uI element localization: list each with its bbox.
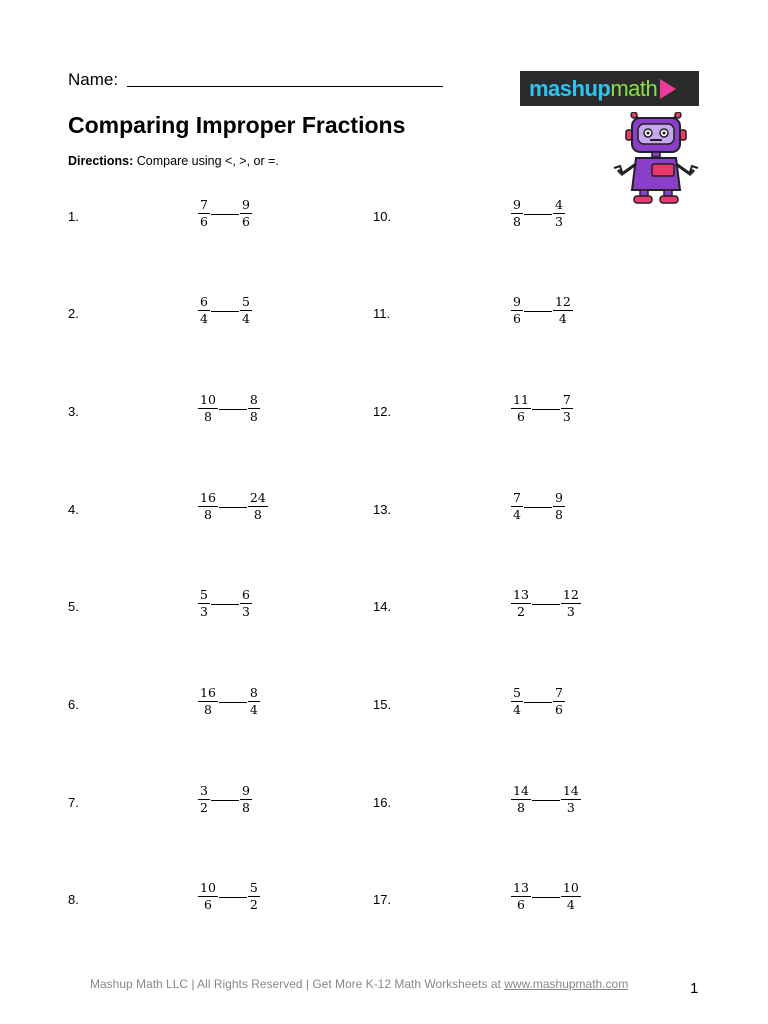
numerator: 3 bbox=[200, 783, 208, 798]
numerator: 9 bbox=[513, 197, 521, 212]
logo-math-text: math bbox=[610, 75, 658, 101]
comparison-expression bbox=[198, 783, 252, 816]
numerator: 14 bbox=[513, 783, 529, 798]
fraction-left bbox=[511, 587, 531, 620]
denominator: 3 bbox=[554, 214, 563, 229]
numerator: 9 bbox=[241, 197, 250, 212]
problem-number: 8. bbox=[68, 892, 79, 907]
numerator: 11 bbox=[513, 392, 529, 407]
fraction-left bbox=[198, 197, 210, 230]
problem-item bbox=[373, 294, 673, 350]
fraction-right bbox=[240, 587, 252, 620]
fraction-right bbox=[240, 783, 252, 816]
fraction-left bbox=[511, 197, 523, 230]
fraction-right bbox=[248, 490, 268, 523]
problem-number: 1. bbox=[68, 209, 79, 224]
answer-blank[interactable] bbox=[532, 604, 560, 605]
problem-number: 15. bbox=[373, 697, 392, 712]
numerator: 5 bbox=[241, 294, 250, 309]
answer-blank[interactable] bbox=[211, 214, 239, 215]
numerator: 6 bbox=[200, 294, 208, 309]
footer-link[interactable]: www.mashupmath.com bbox=[504, 977, 629, 991]
problem-item bbox=[373, 392, 673, 448]
fraction-right bbox=[553, 197, 565, 230]
comparison-expression bbox=[198, 392, 260, 425]
answer-blank[interactable] bbox=[532, 897, 560, 898]
problem-number: 11. bbox=[373, 306, 391, 321]
problem-item bbox=[373, 880, 673, 936]
problem-item bbox=[373, 197, 673, 253]
denominator: 3 bbox=[566, 604, 575, 619]
problem-number: 10. bbox=[373, 209, 392, 224]
problem-number: 5. bbox=[68, 599, 79, 614]
denominator: 4 bbox=[241, 311, 250, 326]
denominator: 8 bbox=[241, 800, 250, 815]
denominator: 4 bbox=[200, 311, 208, 326]
answer-blank[interactable] bbox=[211, 800, 239, 801]
name-label: Name: bbox=[68, 70, 119, 89]
denominator: 8 bbox=[554, 507, 563, 522]
problem-number: 6. bbox=[68, 697, 79, 712]
comparison-expression bbox=[198, 197, 252, 230]
problem-item bbox=[68, 294, 368, 350]
problem-number: 3. bbox=[68, 404, 79, 419]
numerator: 10 bbox=[562, 880, 579, 895]
fraction-left bbox=[198, 294, 210, 327]
fraction-left bbox=[198, 490, 218, 523]
answer-blank[interactable] bbox=[524, 311, 552, 312]
numerator: 12 bbox=[562, 587, 579, 602]
numerator: 10 bbox=[200, 392, 216, 407]
answer-blank[interactable] bbox=[532, 409, 560, 410]
denominator: 8 bbox=[203, 409, 212, 424]
denominator: 2 bbox=[200, 800, 208, 815]
comparison-expression bbox=[198, 587, 252, 620]
denominator: 6 bbox=[513, 311, 521, 326]
denominator: 8 bbox=[249, 409, 258, 424]
numerator: 9 bbox=[241, 783, 250, 798]
problem-item bbox=[68, 392, 368, 448]
directions-label: Directions: bbox=[68, 154, 134, 168]
problem-number: 14. bbox=[373, 599, 392, 614]
page-number: 1 bbox=[690, 980, 699, 997]
numerator: 7 bbox=[562, 392, 571, 407]
denominator: 4 bbox=[513, 702, 521, 717]
denominator: 8 bbox=[516, 800, 525, 815]
fraction-left bbox=[198, 392, 218, 425]
comparison-expression bbox=[198, 294, 252, 327]
directions-text: Compare using <, >, or =. bbox=[136, 154, 279, 168]
robot-icon bbox=[612, 112, 700, 204]
comparison-expression bbox=[198, 685, 260, 718]
fraction-left bbox=[511, 490, 523, 523]
problem-item bbox=[68, 685, 368, 741]
denominator: 6 bbox=[516, 409, 525, 424]
numerator: 13 bbox=[513, 880, 529, 895]
logo-mash-text: mashup bbox=[529, 75, 611, 101]
numerator: 4 bbox=[554, 197, 563, 212]
problem-item bbox=[68, 197, 368, 253]
numerator: 7 bbox=[513, 490, 521, 505]
fraction-right bbox=[248, 880, 260, 913]
problem-number: 4. bbox=[68, 502, 79, 517]
directions bbox=[68, 154, 279, 168]
numerator: 16 bbox=[200, 490, 216, 505]
fraction-right bbox=[553, 685, 565, 718]
problem-item bbox=[373, 587, 673, 643]
denominator: 6 bbox=[203, 897, 212, 912]
denominator: 8 bbox=[253, 507, 262, 522]
denominator: 3 bbox=[200, 604, 208, 619]
answer-blank[interactable] bbox=[524, 214, 552, 215]
problem-number: 12. bbox=[373, 404, 392, 419]
fraction-left bbox=[511, 294, 523, 327]
problem-item bbox=[373, 685, 673, 741]
fraction-left bbox=[198, 587, 210, 620]
numerator: 5 bbox=[513, 685, 521, 700]
problem-number: 2. bbox=[68, 306, 79, 321]
numerator: 7 bbox=[200, 197, 208, 212]
denominator: 8 bbox=[513, 214, 521, 229]
fraction-right bbox=[240, 294, 252, 327]
denominator: 6 bbox=[554, 702, 563, 717]
fraction-left bbox=[511, 685, 523, 718]
answer-blank[interactable] bbox=[219, 702, 247, 703]
fraction-right bbox=[553, 490, 565, 523]
denominator: 2 bbox=[249, 897, 258, 912]
answer-blank[interactable] bbox=[219, 409, 247, 410]
fraction-left bbox=[198, 685, 218, 718]
fraction-right bbox=[240, 197, 252, 230]
name-field-line[interactable] bbox=[127, 72, 443, 87]
numerator: 13 bbox=[513, 587, 529, 602]
numerator: 16 bbox=[200, 685, 216, 700]
problem-number: 7. bbox=[68, 795, 79, 810]
comparison-expression bbox=[511, 685, 565, 718]
numerator: 9 bbox=[554, 490, 563, 505]
denominator: 4 bbox=[513, 507, 521, 522]
fraction-right bbox=[561, 783, 581, 816]
mashupmath-logo bbox=[520, 71, 699, 106]
fraction-right bbox=[561, 392, 573, 425]
denominator: 2 bbox=[516, 604, 525, 619]
numerator: 8 bbox=[249, 392, 258, 407]
numerator: 6 bbox=[241, 587, 250, 602]
problem-number: 13. bbox=[373, 502, 392, 517]
comparison-expression bbox=[511, 197, 565, 230]
numerator: 12 bbox=[554, 294, 571, 309]
answer-blank[interactable] bbox=[219, 507, 247, 508]
answer-blank[interactable] bbox=[211, 311, 239, 312]
comparison-expression bbox=[511, 587, 581, 620]
problem-item bbox=[68, 783, 368, 839]
denominator: 6 bbox=[241, 214, 250, 229]
answer-blank[interactable] bbox=[219, 897, 247, 898]
numerator: 7 bbox=[554, 685, 563, 700]
answer-blank[interactable] bbox=[524, 507, 552, 508]
problem-item bbox=[373, 783, 673, 839]
problem-number: 16. bbox=[373, 795, 392, 810]
problem-item bbox=[68, 880, 368, 936]
problem-item bbox=[373, 490, 673, 546]
fraction-right bbox=[248, 685, 260, 718]
answer-blank[interactable] bbox=[524, 702, 552, 703]
denominator: 4 bbox=[249, 702, 258, 717]
numerator: 5 bbox=[249, 880, 258, 895]
fraction-left bbox=[511, 880, 531, 913]
fraction-left bbox=[198, 880, 218, 913]
denominator: 4 bbox=[558, 311, 567, 326]
fraction-left bbox=[511, 392, 531, 425]
comparison-expression bbox=[511, 880, 581, 913]
fraction-right bbox=[553, 294, 573, 327]
denominator: 3 bbox=[566, 800, 575, 815]
problem-number: 17. bbox=[373, 892, 392, 907]
play-icon bbox=[660, 79, 676, 99]
numerator: 5 bbox=[200, 587, 208, 602]
denominator: 4 bbox=[566, 897, 575, 912]
fraction-left bbox=[198, 783, 210, 816]
denominator: 3 bbox=[562, 409, 571, 424]
page-title: Comparing Improper Fractions bbox=[68, 112, 406, 138]
fraction-right bbox=[248, 392, 260, 425]
denominator: 6 bbox=[516, 897, 525, 912]
comparison-expression bbox=[511, 783, 581, 816]
numerator: 14 bbox=[562, 783, 579, 798]
footer bbox=[90, 977, 628, 991]
numerator: 8 bbox=[249, 685, 258, 700]
denominator: 8 bbox=[203, 507, 212, 522]
answer-blank[interactable] bbox=[211, 604, 239, 605]
answer-blank[interactable] bbox=[532, 800, 560, 801]
problem-item bbox=[68, 587, 368, 643]
denominator: 3 bbox=[241, 604, 250, 619]
denominator: 8 bbox=[203, 702, 212, 717]
fraction-right bbox=[561, 880, 581, 913]
comparison-expression bbox=[198, 880, 260, 913]
fraction-right bbox=[561, 587, 581, 620]
comparison-expression bbox=[198, 490, 268, 523]
problem-item bbox=[68, 490, 368, 546]
comparison-expression bbox=[511, 392, 573, 425]
numerator: 9 bbox=[513, 294, 521, 309]
numerator: 10 bbox=[200, 880, 216, 895]
denominator: 6 bbox=[200, 214, 208, 229]
comparison-expression bbox=[511, 490, 565, 523]
name-row bbox=[68, 70, 443, 90]
numerator: 24 bbox=[249, 490, 266, 505]
comparison-expression bbox=[511, 294, 573, 327]
footer-text: Mashup Math LLC | All Rights Reserved | Get More K-12 Math Worksheets at bbox=[90, 977, 505, 991]
fraction-left bbox=[511, 783, 531, 816]
